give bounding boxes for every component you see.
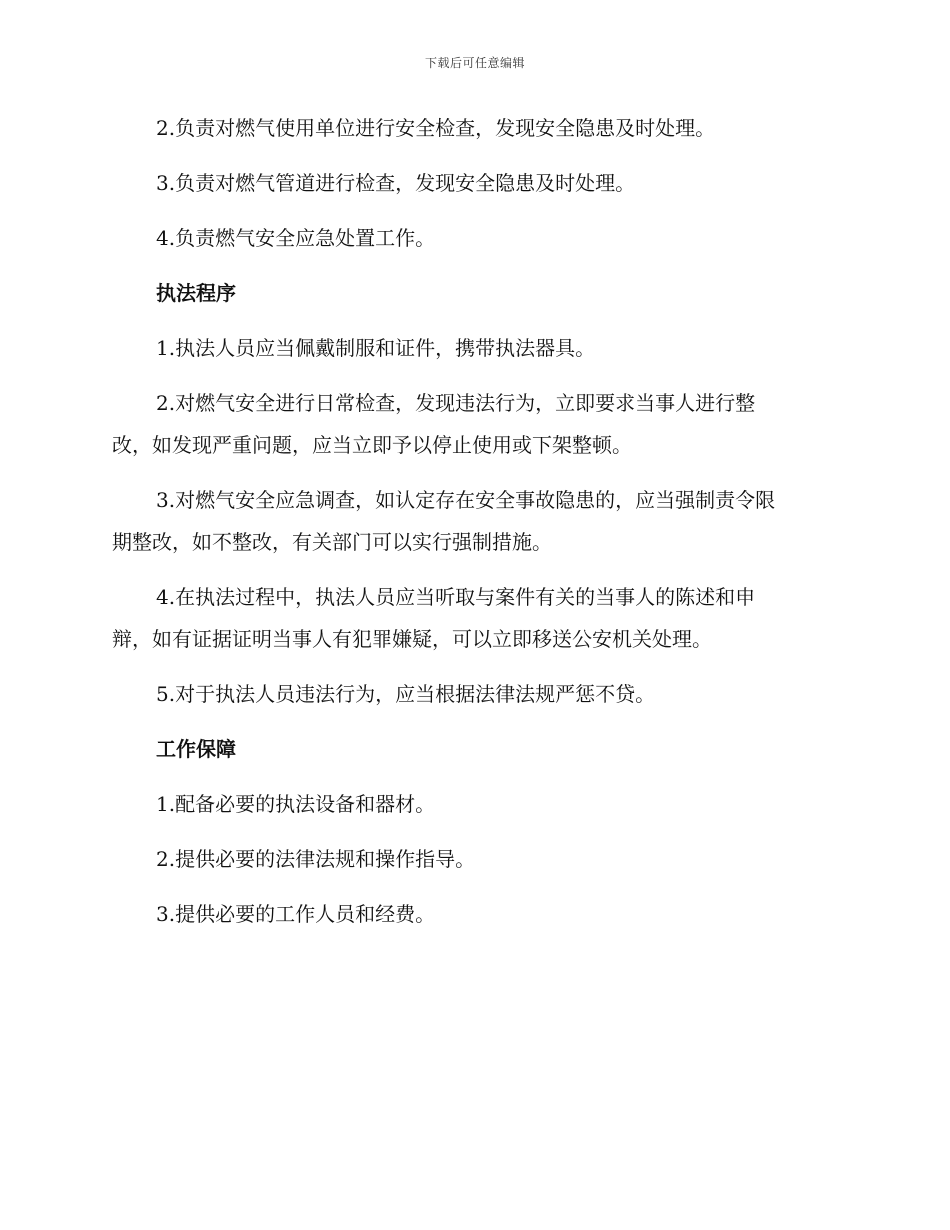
procedure-item-2-line1: 2.对燃气安全进行日常检查，发现违法行为，立即要求当事人进行整 [156,391,756,415]
duty-item-3: 3.负责对燃气管道进行检查，发现安全隐患及时处理。 [156,171,636,195]
procedure-item-1: 1.执法人员应当佩戴制服和证件，携带执法器具。 [156,336,596,360]
guarantee-item-2: 2.提供必要的法律法规和操作指导。 [156,847,476,871]
duty-item-2: 2.负责对燃气使用单位进行安全检查，发现安全隐患及时处理。 [156,116,716,140]
page-header: 下载后可任意编辑 [424,56,525,70]
procedure-item-3-line2: 期整改，如不整改，有关部门可以实行强制措施。 [112,530,552,554]
section-heading-procedure: 执法程序 [156,281,236,305]
section-heading-guarantee: 工作保障 [156,737,236,761]
procedure-item-3-line1: 3.对燃气安全应急调查，如认定存在安全事故隐患的，应当强制责令限 [156,488,776,512]
guarantee-item-1: 1.配备必要的执法设备和器材。 [156,792,436,816]
procedure-item-5: 5.对于执法人员违法行为，应当根据法律法规严惩不贷。 [156,682,656,706]
procedure-item-4-line1: 4.在执法过程中，执法人员应当听取与案件有关的当事人的陈述和申 [156,585,756,609]
procedure-item-2-line2: 改，如发现严重问题，应当立即予以停止使用或下架整顿。 [112,433,632,457]
procedure-item-4-line2: 辩，如有证据证明当事人有犯罪嫌疑，可以立即移送公安机关处理。 [112,627,712,651]
duty-item-4: 4.负责燃气安全应急处置工作。 [156,226,436,250]
guarantee-item-3: 3.提供必要的工作人员和经费。 [156,902,436,926]
